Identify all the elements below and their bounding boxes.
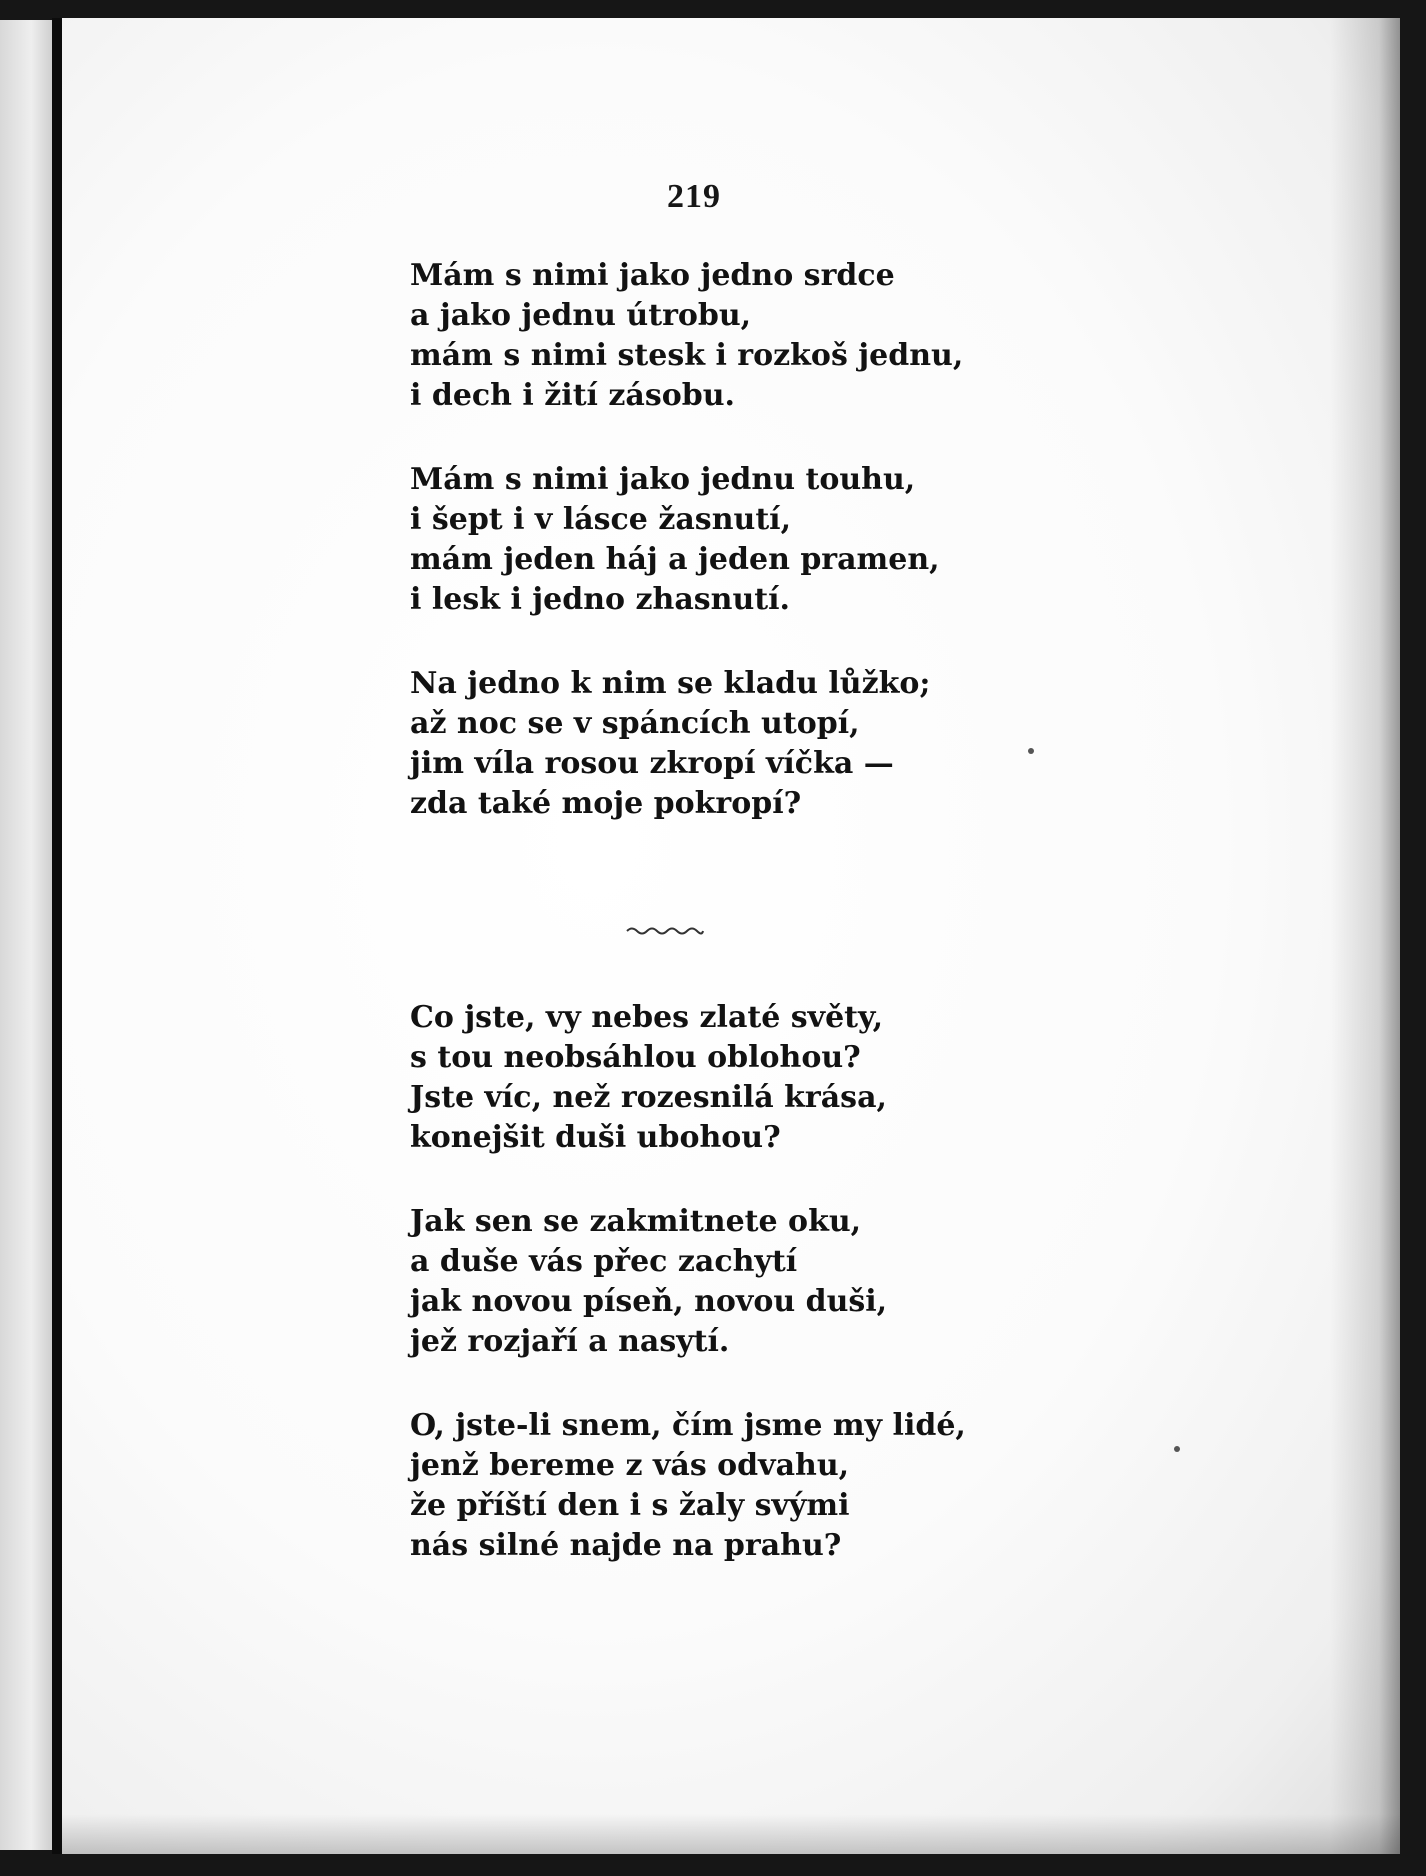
verse-line: i šept i v lásce žasnutí, (410, 502, 792, 537)
verse-line: a jako jednu útrobu, (410, 298, 752, 333)
stanza (410, 998, 966, 1158)
verse-line: Jak sen se zakmitnete oku, (410, 1204, 862, 1239)
verse-line: i dech i žití zásobu. (410, 378, 736, 413)
scan-speck (1028, 748, 1034, 754)
scan-speck (1174, 1446, 1180, 1452)
page-number: 219 (667, 178, 721, 215)
verse-line: že příští den i s žaly svými (410, 1488, 850, 1523)
verse-line: Jste víc, než rozesnilá krása, (410, 1080, 887, 1115)
verse-line: Mám s nimi jako jednu touhu, (410, 462, 916, 497)
page-shadow-right (1330, 18, 1400, 1854)
verse-line: jak novou píseň, novou duši, (410, 1284, 888, 1319)
book-gutter (52, 18, 62, 1854)
verse-line: zda také moje pokropí? (410, 786, 802, 821)
verse-line: jež rozjaří a nasytí. (410, 1324, 730, 1359)
verse-line: i lesk i jedno zhasnutí. (410, 582, 790, 617)
poem-one (410, 256, 963, 868)
verse-line: O, jste-li snem, čím jsme my lidé, (410, 1408, 966, 1443)
verse-line: nás silné najde na prahu? (410, 1528, 842, 1563)
facing-page-edge (0, 20, 52, 1850)
verse-line: a duše vás přec zachytí (410, 1244, 798, 1279)
stanza (410, 1202, 966, 1362)
page-shadow-bottom (62, 1814, 1400, 1854)
verse-line: konejšit duši ubohou? (410, 1120, 781, 1155)
verse-line: Co jste, vy nebes zlaté světy, (410, 1000, 884, 1035)
verse-line: jenž bereme z vás odvahu, (410, 1448, 850, 1483)
stanza (410, 256, 963, 416)
verse-line: Mám s nimi jako jedno srdce (410, 258, 895, 293)
verse-line: s tou neobsáhlou oblohou? (410, 1040, 861, 1075)
verse-line: až noc se v spáncích utopí, (410, 706, 860, 741)
verse-line: Na jedno k nim se kladu lůžko; (410, 666, 931, 701)
verse-line: mám jeden háj a jeden pramen, (410, 542, 940, 577)
section-divider-ornament (625, 923, 705, 937)
book-page (62, 18, 1400, 1854)
stanza (410, 460, 963, 620)
verse-line: jim víla rosou zkropí víčka — (410, 746, 894, 781)
stanza (410, 1406, 966, 1566)
poem-two (410, 998, 966, 1610)
verse-line: mám s nimi stesk i rozkoš jednu, (410, 338, 964, 373)
stanza (410, 664, 963, 824)
